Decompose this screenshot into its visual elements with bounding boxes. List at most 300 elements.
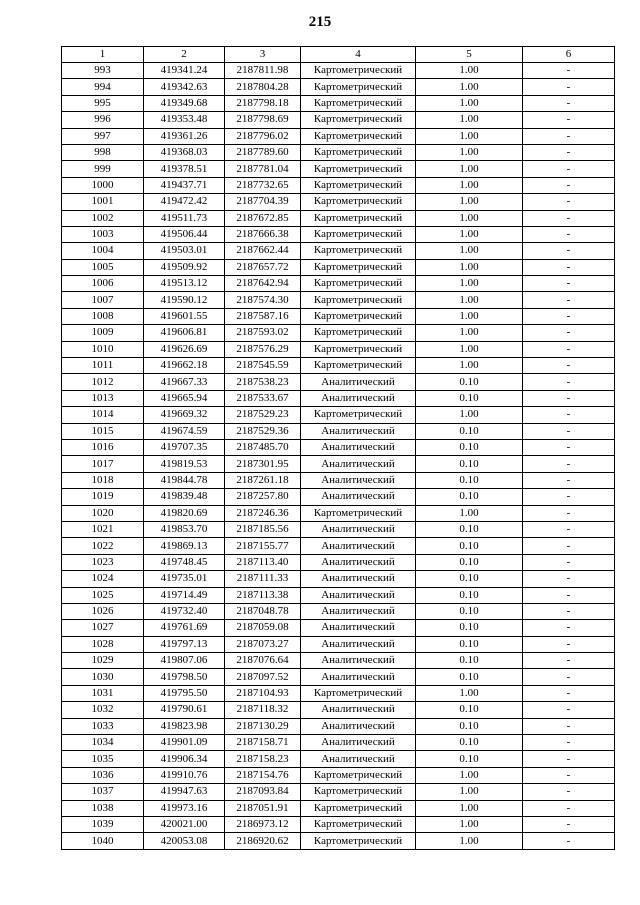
note-cell: - bbox=[523, 144, 615, 160]
accuracy-cell: 0.10 bbox=[416, 456, 523, 472]
note-cell: - bbox=[523, 505, 615, 521]
y-coordinate-cell: 2187666.38 bbox=[225, 226, 301, 242]
x-coordinate-cell: 419735.01 bbox=[144, 571, 225, 587]
note-cell: - bbox=[523, 603, 615, 619]
point-number-cell: 1008 bbox=[62, 308, 144, 324]
column-header: 5 bbox=[416, 47, 523, 63]
x-coordinate-cell: 420053.08 bbox=[144, 833, 225, 849]
note-cell: - bbox=[523, 702, 615, 718]
table-row bbox=[62, 456, 615, 472]
note-cell: - bbox=[523, 439, 615, 455]
y-coordinate-cell: 2187076.64 bbox=[225, 653, 301, 669]
x-coordinate-cell: 419844.78 bbox=[144, 472, 225, 488]
table-row bbox=[62, 390, 615, 406]
method-cell: Картометрический bbox=[301, 63, 416, 79]
accuracy-cell: 0.10 bbox=[416, 587, 523, 603]
accuracy-cell: 1.00 bbox=[416, 505, 523, 521]
x-coordinate-cell: 419869.13 bbox=[144, 538, 225, 554]
table-row bbox=[62, 603, 615, 619]
x-coordinate-cell: 419839.48 bbox=[144, 489, 225, 505]
point-number-cell: 1010 bbox=[62, 341, 144, 357]
x-coordinate-cell: 419707.35 bbox=[144, 439, 225, 455]
method-cell: Картометрический bbox=[301, 800, 416, 816]
x-coordinate-cell: 419853.70 bbox=[144, 521, 225, 537]
point-number-cell: 1001 bbox=[62, 194, 144, 210]
accuracy-cell: 0.10 bbox=[416, 423, 523, 439]
table-row bbox=[62, 587, 615, 603]
table-row bbox=[62, 439, 615, 455]
accuracy-cell: 1.00 bbox=[416, 243, 523, 259]
table-row bbox=[62, 571, 615, 587]
y-coordinate-cell: 2187576.29 bbox=[225, 341, 301, 357]
method-cell: Аналитический bbox=[301, 456, 416, 472]
x-coordinate-cell: 419798.50 bbox=[144, 669, 225, 685]
y-coordinate-cell: 2187261.18 bbox=[225, 472, 301, 488]
x-coordinate-cell: 419910.76 bbox=[144, 767, 225, 783]
y-coordinate-cell: 2187154.76 bbox=[225, 767, 301, 783]
accuracy-cell: 1.00 bbox=[416, 816, 523, 832]
point-number-cell: 1030 bbox=[62, 669, 144, 685]
x-coordinate-cell: 419667.33 bbox=[144, 374, 225, 390]
x-coordinate-cell: 419378.51 bbox=[144, 161, 225, 177]
method-cell: Картометрический bbox=[301, 292, 416, 308]
point-number-cell: 1009 bbox=[62, 325, 144, 341]
point-number-cell: 999 bbox=[62, 161, 144, 177]
note-cell: - bbox=[523, 767, 615, 783]
point-number-cell: 1033 bbox=[62, 718, 144, 734]
accuracy-cell: 0.10 bbox=[416, 390, 523, 406]
accuracy-cell: 0.10 bbox=[416, 718, 523, 734]
accuracy-cell: 1.00 bbox=[416, 63, 523, 79]
y-coordinate-cell: 2187158.71 bbox=[225, 735, 301, 751]
note-cell: - bbox=[523, 735, 615, 751]
note-cell: - bbox=[523, 374, 615, 390]
note-cell: - bbox=[523, 210, 615, 226]
note-cell: - bbox=[523, 423, 615, 439]
x-coordinate-cell: 419820.69 bbox=[144, 505, 225, 521]
x-coordinate-cell: 419819.53 bbox=[144, 456, 225, 472]
point-number-cell: 1029 bbox=[62, 653, 144, 669]
point-number-cell: 1023 bbox=[62, 554, 144, 570]
method-cell: Картометрический bbox=[301, 177, 416, 193]
accuracy-cell: 0.10 bbox=[416, 669, 523, 685]
table-row bbox=[62, 358, 615, 374]
method-cell: Аналитический bbox=[301, 538, 416, 554]
accuracy-cell: 1.00 bbox=[416, 112, 523, 128]
table-row bbox=[62, 210, 615, 226]
y-coordinate-cell: 2187662.44 bbox=[225, 243, 301, 259]
column-header: 2 bbox=[144, 47, 225, 63]
y-coordinate-cell: 2187672.85 bbox=[225, 210, 301, 226]
method-cell: Аналитический bbox=[301, 653, 416, 669]
note-cell: - bbox=[523, 325, 615, 341]
x-coordinate-cell: 419973.16 bbox=[144, 800, 225, 816]
method-cell: Аналитический bbox=[301, 554, 416, 570]
point-number-cell: 1011 bbox=[62, 358, 144, 374]
accuracy-cell: 1.00 bbox=[416, 95, 523, 111]
point-number-cell: 1014 bbox=[62, 407, 144, 423]
accuracy-cell: 1.00 bbox=[416, 833, 523, 849]
table-row bbox=[62, 292, 615, 308]
accuracy-cell: 1.00 bbox=[416, 226, 523, 242]
note-cell: - bbox=[523, 358, 615, 374]
x-coordinate-cell: 419353.48 bbox=[144, 112, 225, 128]
point-number-cell: 1003 bbox=[62, 226, 144, 242]
note-cell: - bbox=[523, 784, 615, 800]
method-cell: Картометрический bbox=[301, 767, 416, 783]
x-coordinate-cell: 419662.18 bbox=[144, 358, 225, 374]
accuracy-cell: 1.00 bbox=[416, 784, 523, 800]
y-coordinate-cell: 2187798.18 bbox=[225, 95, 301, 111]
table-row bbox=[62, 325, 615, 341]
point-number-cell: 1018 bbox=[62, 472, 144, 488]
note-cell: - bbox=[523, 800, 615, 816]
accuracy-cell: 1.00 bbox=[416, 276, 523, 292]
method-cell: Картометрический bbox=[301, 325, 416, 341]
x-coordinate-cell: 419714.49 bbox=[144, 587, 225, 603]
point-number-cell: 1036 bbox=[62, 767, 144, 783]
point-number-cell: 1027 bbox=[62, 620, 144, 636]
y-coordinate-cell: 2187113.38 bbox=[225, 587, 301, 603]
y-coordinate-cell: 2187642.94 bbox=[225, 276, 301, 292]
method-cell: Картометрический bbox=[301, 144, 416, 160]
x-coordinate-cell: 419590.12 bbox=[144, 292, 225, 308]
point-number-cell: 1038 bbox=[62, 800, 144, 816]
y-coordinate-cell: 2187804.28 bbox=[225, 79, 301, 95]
x-coordinate-cell: 419368.03 bbox=[144, 144, 225, 160]
note-cell: - bbox=[523, 226, 615, 242]
point-number-cell: 1007 bbox=[62, 292, 144, 308]
y-coordinate-cell: 2187158.23 bbox=[225, 751, 301, 767]
x-coordinate-cell: 419807.06 bbox=[144, 653, 225, 669]
note-cell: - bbox=[523, 554, 615, 570]
method-cell: Аналитический bbox=[301, 702, 416, 718]
table-row bbox=[62, 538, 615, 554]
column-header: 6 bbox=[523, 47, 615, 63]
accuracy-cell: 1.00 bbox=[416, 144, 523, 160]
point-number-cell: 1002 bbox=[62, 210, 144, 226]
y-coordinate-cell: 2187301.95 bbox=[225, 456, 301, 472]
note-cell: - bbox=[523, 243, 615, 259]
point-number-cell: 1020 bbox=[62, 505, 144, 521]
y-coordinate-cell: 2186973.12 bbox=[225, 816, 301, 832]
table-row bbox=[62, 79, 615, 95]
y-coordinate-cell: 2187704.39 bbox=[225, 194, 301, 210]
y-coordinate-cell: 2187545.59 bbox=[225, 358, 301, 374]
note-cell: - bbox=[523, 538, 615, 554]
table-row bbox=[62, 653, 615, 669]
table-row bbox=[62, 669, 615, 685]
note-cell: - bbox=[523, 751, 615, 767]
y-coordinate-cell: 2187538.23 bbox=[225, 374, 301, 390]
point-number-cell: 1040 bbox=[62, 833, 144, 849]
method-cell: Аналитический bbox=[301, 472, 416, 488]
note-cell: - bbox=[523, 620, 615, 636]
accuracy-cell: 0.10 bbox=[416, 735, 523, 751]
coordinates-table bbox=[61, 46, 615, 850]
point-number-cell: 1032 bbox=[62, 702, 144, 718]
x-coordinate-cell: 419669.32 bbox=[144, 407, 225, 423]
accuracy-cell: 1.00 bbox=[416, 259, 523, 275]
table-row bbox=[62, 226, 615, 242]
point-number-cell: 1025 bbox=[62, 587, 144, 603]
accuracy-cell: 0.10 bbox=[416, 751, 523, 767]
x-coordinate-cell: 419947.63 bbox=[144, 784, 225, 800]
x-coordinate-cell: 419509.92 bbox=[144, 259, 225, 275]
method-cell: Картометрический bbox=[301, 112, 416, 128]
x-coordinate-cell: 419437.71 bbox=[144, 177, 225, 193]
x-coordinate-cell: 419511.73 bbox=[144, 210, 225, 226]
point-number-cell: 1000 bbox=[62, 177, 144, 193]
y-coordinate-cell: 2187587.16 bbox=[225, 308, 301, 324]
x-coordinate-cell: 419472.42 bbox=[144, 194, 225, 210]
accuracy-cell: 1.00 bbox=[416, 292, 523, 308]
note-cell: - bbox=[523, 308, 615, 324]
note-cell: - bbox=[523, 669, 615, 685]
method-cell: Картометрический bbox=[301, 358, 416, 374]
method-cell: Аналитический bbox=[301, 587, 416, 603]
x-coordinate-cell: 419341.24 bbox=[144, 63, 225, 79]
method-cell: Аналитический bbox=[301, 620, 416, 636]
point-number-cell: 995 bbox=[62, 95, 144, 111]
point-number-cell: 996 bbox=[62, 112, 144, 128]
table-row bbox=[62, 243, 615, 259]
accuracy-cell: 1.00 bbox=[416, 358, 523, 374]
y-coordinate-cell: 2187073.27 bbox=[225, 636, 301, 652]
note-cell: - bbox=[523, 112, 615, 128]
accuracy-cell: 0.10 bbox=[416, 521, 523, 537]
x-coordinate-cell: 419906.34 bbox=[144, 751, 225, 767]
accuracy-cell: 0.10 bbox=[416, 489, 523, 505]
x-coordinate-cell: 420021.00 bbox=[144, 816, 225, 832]
accuracy-cell: 0.10 bbox=[416, 603, 523, 619]
table-row bbox=[62, 800, 615, 816]
accuracy-cell: 1.00 bbox=[416, 685, 523, 701]
point-number-cell: 1012 bbox=[62, 374, 144, 390]
point-number-cell: 1016 bbox=[62, 439, 144, 455]
table-row bbox=[62, 144, 615, 160]
x-coordinate-cell: 419790.61 bbox=[144, 702, 225, 718]
x-coordinate-cell: 419349.68 bbox=[144, 95, 225, 111]
note-cell: - bbox=[523, 276, 615, 292]
accuracy-cell: 0.10 bbox=[416, 620, 523, 636]
accuracy-cell: 1.00 bbox=[416, 325, 523, 341]
y-coordinate-cell: 2187051.91 bbox=[225, 800, 301, 816]
point-number-cell: 1022 bbox=[62, 538, 144, 554]
note-cell: - bbox=[523, 685, 615, 701]
note-cell: - bbox=[523, 292, 615, 308]
point-number-cell: 1039 bbox=[62, 816, 144, 832]
accuracy-cell: 1.00 bbox=[416, 79, 523, 95]
y-coordinate-cell: 2187093.84 bbox=[225, 784, 301, 800]
note-cell: - bbox=[523, 718, 615, 734]
note-cell: - bbox=[523, 259, 615, 275]
method-cell: Картометрический bbox=[301, 79, 416, 95]
x-coordinate-cell: 419361.26 bbox=[144, 128, 225, 144]
point-number-cell: 1019 bbox=[62, 489, 144, 505]
method-cell: Аналитический bbox=[301, 571, 416, 587]
accuracy-cell: 1.00 bbox=[416, 407, 523, 423]
y-coordinate-cell: 2187593.02 bbox=[225, 325, 301, 341]
note-cell: - bbox=[523, 194, 615, 210]
point-number-cell: 1031 bbox=[62, 685, 144, 701]
note-cell: - bbox=[523, 390, 615, 406]
table-row bbox=[62, 341, 615, 357]
table-row bbox=[62, 63, 615, 79]
method-cell: Картометрический bbox=[301, 816, 416, 832]
method-cell: Картометрический bbox=[301, 226, 416, 242]
accuracy-cell: 0.10 bbox=[416, 472, 523, 488]
accuracy-cell: 1.00 bbox=[416, 767, 523, 783]
point-number-cell: 1021 bbox=[62, 521, 144, 537]
method-cell: Картометрический bbox=[301, 685, 416, 701]
table-row bbox=[62, 521, 615, 537]
point-number-cell: 1013 bbox=[62, 390, 144, 406]
method-cell: Аналитический bbox=[301, 636, 416, 652]
table-row bbox=[62, 308, 615, 324]
point-number-cell: 1037 bbox=[62, 784, 144, 800]
y-coordinate-cell: 2187059.08 bbox=[225, 620, 301, 636]
y-coordinate-cell: 2187529.36 bbox=[225, 423, 301, 439]
method-cell: Картометрический bbox=[301, 407, 416, 423]
x-coordinate-cell: 419674.59 bbox=[144, 423, 225, 439]
y-coordinate-cell: 2187155.77 bbox=[225, 538, 301, 554]
method-cell: Картометрический bbox=[301, 308, 416, 324]
method-cell: Картометрический bbox=[301, 161, 416, 177]
table-row bbox=[62, 161, 615, 177]
method-cell: Картометрический bbox=[301, 128, 416, 144]
point-number-cell: 998 bbox=[62, 144, 144, 160]
table-row bbox=[62, 751, 615, 767]
accuracy-cell: 0.10 bbox=[416, 571, 523, 587]
table-row bbox=[62, 128, 615, 144]
method-cell: Картометрический bbox=[301, 243, 416, 259]
table-row bbox=[62, 407, 615, 423]
x-coordinate-cell: 419823.98 bbox=[144, 718, 225, 734]
method-cell: Картометрический bbox=[301, 194, 416, 210]
accuracy-cell: 1.00 bbox=[416, 177, 523, 193]
accuracy-cell: 1.00 bbox=[416, 341, 523, 357]
y-coordinate-cell: 2187811.98 bbox=[225, 63, 301, 79]
note-cell: - bbox=[523, 161, 615, 177]
point-number-cell: 1034 bbox=[62, 735, 144, 751]
point-number-cell: 1017 bbox=[62, 456, 144, 472]
table-row bbox=[62, 112, 615, 128]
point-number-cell: 1028 bbox=[62, 636, 144, 652]
table-row bbox=[62, 259, 615, 275]
method-cell: Аналитический bbox=[301, 735, 416, 751]
point-number-cell: 1035 bbox=[62, 751, 144, 767]
table-row bbox=[62, 816, 615, 832]
column-header: 4 bbox=[301, 47, 416, 63]
accuracy-cell: 0.10 bbox=[416, 554, 523, 570]
y-coordinate-cell: 2186920.62 bbox=[225, 833, 301, 849]
table-row bbox=[62, 636, 615, 652]
point-number-cell: 1024 bbox=[62, 571, 144, 587]
method-cell: Картометрический bbox=[301, 259, 416, 275]
point-number-cell: 1026 bbox=[62, 603, 144, 619]
x-coordinate-cell: 419761.69 bbox=[144, 620, 225, 636]
y-coordinate-cell: 2187732.65 bbox=[225, 177, 301, 193]
note-cell: - bbox=[523, 833, 615, 849]
note-cell: - bbox=[523, 341, 615, 357]
x-coordinate-cell: 419901.09 bbox=[144, 735, 225, 751]
y-coordinate-cell: 2187048.78 bbox=[225, 603, 301, 619]
accuracy-cell: 1.00 bbox=[416, 308, 523, 324]
accuracy-cell: 0.10 bbox=[416, 653, 523, 669]
table-row bbox=[62, 276, 615, 292]
method-cell: Аналитический bbox=[301, 390, 416, 406]
table-row bbox=[62, 554, 615, 570]
note-cell: - bbox=[523, 489, 615, 505]
x-coordinate-cell: 419626.69 bbox=[144, 341, 225, 357]
table-row bbox=[62, 702, 615, 718]
accuracy-cell: 1.00 bbox=[416, 161, 523, 177]
note-cell: - bbox=[523, 571, 615, 587]
note-cell: - bbox=[523, 587, 615, 603]
page-number: 215 bbox=[308, 14, 332, 30]
table-row bbox=[62, 95, 615, 111]
x-coordinate-cell: 419665.94 bbox=[144, 390, 225, 406]
y-coordinate-cell: 2187257.80 bbox=[225, 489, 301, 505]
x-coordinate-cell: 419795.50 bbox=[144, 685, 225, 701]
column-header: 1 bbox=[62, 47, 144, 63]
table-row bbox=[62, 472, 615, 488]
table-row bbox=[62, 505, 615, 521]
y-coordinate-cell: 2187657.72 bbox=[225, 259, 301, 275]
table-row bbox=[62, 194, 615, 210]
y-coordinate-cell: 2187111.33 bbox=[225, 571, 301, 587]
table-row bbox=[62, 685, 615, 701]
x-coordinate-cell: 419503.01 bbox=[144, 243, 225, 259]
note-cell: - bbox=[523, 407, 615, 423]
x-coordinate-cell: 419513.12 bbox=[144, 276, 225, 292]
y-coordinate-cell: 2187246.36 bbox=[225, 505, 301, 521]
method-cell: Картометрический bbox=[301, 276, 416, 292]
note-cell: - bbox=[523, 521, 615, 537]
point-number-cell: 997 bbox=[62, 128, 144, 144]
method-cell: Аналитический bbox=[301, 439, 416, 455]
method-cell: Аналитический bbox=[301, 423, 416, 439]
method-cell: Аналитический bbox=[301, 521, 416, 537]
y-coordinate-cell: 2187104.93 bbox=[225, 685, 301, 701]
point-number-cell: 1006 bbox=[62, 276, 144, 292]
method-cell: Картометрический bbox=[301, 210, 416, 226]
y-coordinate-cell: 2187485.70 bbox=[225, 439, 301, 455]
y-coordinate-cell: 2187130.29 bbox=[225, 718, 301, 734]
note-cell: - bbox=[523, 95, 615, 111]
point-number-cell: 1015 bbox=[62, 423, 144, 439]
y-coordinate-cell: 2187789.60 bbox=[225, 144, 301, 160]
accuracy-cell: 0.10 bbox=[416, 702, 523, 718]
y-coordinate-cell: 2187118.32 bbox=[225, 702, 301, 718]
y-coordinate-cell: 2187781.04 bbox=[225, 161, 301, 177]
table-row bbox=[62, 423, 615, 439]
y-coordinate-cell: 2187185.56 bbox=[225, 521, 301, 537]
method-cell: Аналитический bbox=[301, 718, 416, 734]
method-cell: Картометрический bbox=[301, 784, 416, 800]
y-coordinate-cell: 2187533.67 bbox=[225, 390, 301, 406]
point-number-cell: 1004 bbox=[62, 243, 144, 259]
x-coordinate-cell: 419601.55 bbox=[144, 308, 225, 324]
x-coordinate-cell: 419606.81 bbox=[144, 325, 225, 341]
note-cell: - bbox=[523, 177, 615, 193]
method-cell: Аналитический bbox=[301, 603, 416, 619]
table-row bbox=[62, 718, 615, 734]
table-body bbox=[62, 63, 615, 850]
accuracy-cell: 1.00 bbox=[416, 800, 523, 816]
method-cell: Картометрический bbox=[301, 505, 416, 521]
